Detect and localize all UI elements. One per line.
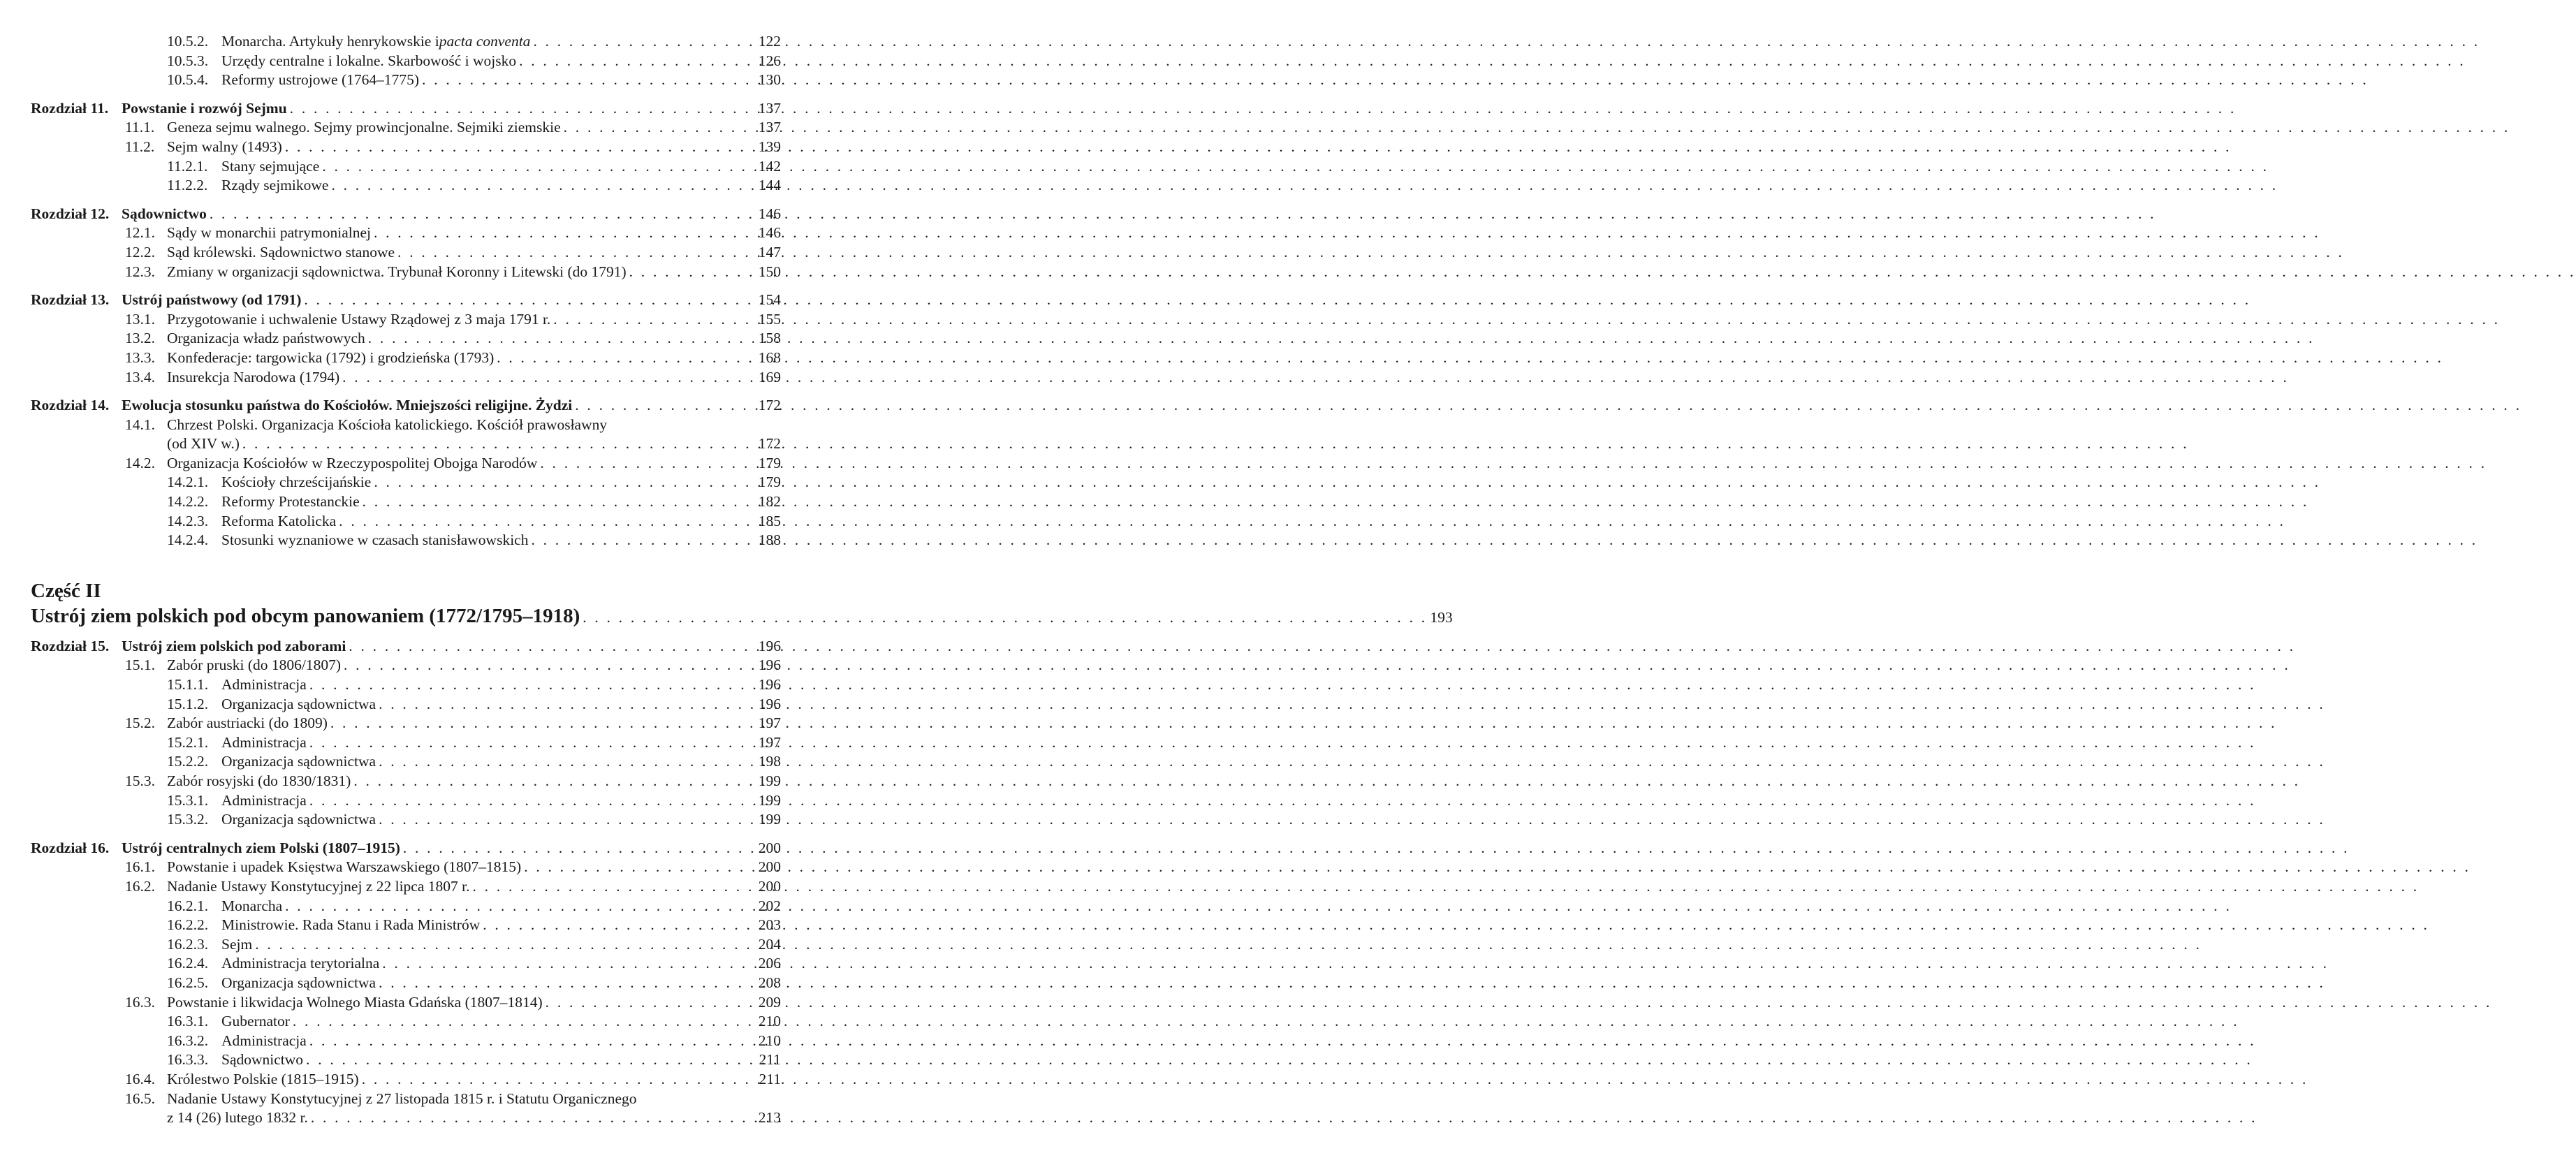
page-number: 122 (758, 33, 781, 50)
entry-number: 14.2.1. (167, 474, 209, 491)
leader-dots (282, 138, 753, 157)
page-number: 188 (758, 531, 781, 549)
entry-title: Organizacja sądownictwa (221, 974, 376, 991)
entry-number: 16.2.5. (167, 974, 209, 991)
page-number: 130 (758, 71, 781, 89)
entry-title: Powstanie i upadek Księstwa Warszawskiego (1807–1815) (167, 858, 522, 876)
entry-title: Ustrój ziem polskich pod zaborami (122, 637, 346, 654)
entry-number: 16.3.3. (167, 1051, 209, 1069)
entry-number: Rozdział 14. (31, 397, 110, 414)
toc-entry[interactable] (31, 1090, 781, 1109)
entry-title: Organizacja sądownictwa (221, 811, 376, 828)
part-heading: Część II (31, 579, 101, 602)
leader-dots (400, 839, 753, 858)
entry-number: 13.2. (125, 330, 155, 347)
entry-number: 16.1. (125, 858, 155, 876)
entry-title: Konfederacje: targowicka (1792) i grodzieńska (1793) (167, 349, 495, 366)
entry-title: (od XIV w.) (167, 435, 240, 453)
leader-dots (379, 954, 753, 974)
entry-title: Administracja terytorialna (221, 955, 380, 972)
entry-title: Urzędy centralne i lokalne. Skarbowość i wojsko (221, 52, 517, 69)
entry-number: Rozdział 11. (31, 99, 109, 117)
entry-number: 11.2. (125, 138, 155, 155)
leader-dots (376, 695, 753, 714)
leader-dots (308, 1108, 753, 1128)
leader-dots (336, 512, 753, 531)
page-number: 193 (1430, 608, 1453, 626)
leader-dots (365, 329, 753, 349)
page-number: 213 (758, 1109, 781, 1127)
page-number: 196 (758, 695, 781, 712)
entry-title: Zabór rosyjski (do 1830/1831) (167, 772, 351, 789)
page-number: 197 (758, 733, 781, 751)
toc-entry[interactable] (31, 416, 781, 435)
leader-dots (346, 637, 753, 657)
part-title: Ustrój ziem polskich pod obcym panowaniem (1772/1795–1918) (31, 604, 580, 627)
entry-title: Ustrój centralnych ziem Polski (1807–1915) (122, 839, 400, 856)
leader-dots (290, 1012, 753, 1032)
leader-dots (307, 675, 753, 695)
toc-entry[interactable] (31, 492, 781, 512)
entry-number: 16.3. (125, 993, 155, 1011)
entry-number: 12.2. (125, 243, 155, 261)
toc-entry[interactable] (31, 858, 781, 877)
toc-entry[interactable] (31, 223, 781, 243)
toc-entry[interactable] (31, 897, 781, 916)
leader-dots (470, 877, 754, 897)
entry-number: 14.2.3. (167, 512, 209, 529)
entry-title: Nadanie Ustawy Konstytucyjnej z 27 listopada 1815 r. i Statutu Organicznego (167, 1090, 637, 1107)
leader-dots (307, 1032, 753, 1051)
toc-entry[interactable] (31, 974, 781, 993)
leader-dots (494, 349, 753, 368)
page-number: 169 (758, 368, 781, 386)
toc-entry[interactable] (31, 157, 781, 177)
toc-entry[interactable] (31, 368, 781, 388)
entry-number: 16.2.4. (167, 955, 209, 972)
page-number: 172 (758, 397, 781, 414)
entry-title: Przygotowanie i uchwalenie Ustawy Rządowej z 3 maja 1791 r. (167, 310, 551, 328)
page-number: 200 (758, 858, 781, 876)
page-number: 197 (758, 714, 781, 732)
leader-dots (359, 1070, 753, 1090)
leader-dots (287, 99, 753, 119)
entry-title: Nadanie Ustawy Konstytucyjnej z 22 lipca 1807 r. (167, 877, 470, 895)
page-number: 150 (758, 263, 781, 280)
entry-title: Kościoły chrześcijańskie (221, 474, 372, 491)
leader-dots (376, 974, 753, 993)
toc-entry[interactable] (31, 1108, 781, 1128)
entry-title: Ustrój państwowy (od 1791) (122, 291, 302, 309)
entry-title: Rządy sejmikowe (221, 177, 329, 194)
page-number: 146 (758, 224, 781, 242)
table-of-contents (31, 32, 1453, 1128)
page-number: 210 (758, 1013, 781, 1030)
entry-number: 15.2.2. (167, 753, 209, 770)
entry-number: 14.2.4. (167, 531, 209, 549)
leader-dots (341, 656, 753, 675)
entry-number: 10.5.4. (167, 71, 209, 89)
entry-title: Reformy Protestanckie (221, 493, 360, 511)
toc-entry[interactable] (31, 637, 781, 657)
entry-number: 15.2. (125, 714, 155, 732)
toc-entry[interactable] (31, 714, 781, 733)
entry-number: 15.3.1. (167, 791, 209, 809)
entry-title: Organizacja sądownictwa (221, 695, 376, 712)
page-number: 179 (758, 474, 781, 491)
toc-chapter-11 (31, 99, 781, 196)
page-number: 204 (758, 935, 781, 953)
entry-number: 16.2. (125, 877, 155, 895)
entry-title: Stosunki wyznaniowe w czasach stanisławowskich (221, 531, 529, 549)
leader-dots (419, 71, 753, 90)
toc-entry[interactable] (31, 1012, 781, 1032)
entry-number: 13.3. (125, 349, 155, 366)
entry-title: Sądownictwo (122, 205, 207, 222)
entry-title: Administracja (221, 1032, 307, 1049)
entry-number: Rozdział 16. (31, 839, 110, 856)
leader-dots (376, 752, 753, 772)
entry-title: Organizacja Kościołów w Rzeczypospolitej Obojga Narodów (167, 454, 538, 471)
toc-entry[interactable] (31, 32, 781, 52)
entry-number: 13.1. (125, 310, 155, 328)
page-number: 168 (758, 349, 781, 366)
entry-number: 12.1. (125, 224, 155, 242)
toc-chapter-15 (31, 637, 781, 830)
leader-dots (580, 605, 1430, 630)
entry-title: Monarcha. Artykuły henrykowskie i (221, 33, 439, 50)
entry-title: Organizacja władz państwowych (167, 330, 365, 347)
leader-dots (307, 733, 753, 753)
entry-number: 14.1. (125, 416, 155, 433)
toc-entry[interactable] (31, 512, 781, 531)
leader-dots (319, 157, 753, 177)
entry-number: 11.1. (125, 119, 155, 136)
page-number: 144 (758, 177, 781, 194)
toc-entry[interactable] (31, 349, 781, 368)
toc-entry[interactable] (31, 531, 781, 550)
entry-number: 15.1.1. (167, 676, 209, 694)
leader-dots (360, 492, 753, 512)
entry-number: 16.3.2. (167, 1032, 209, 1049)
toc-entry[interactable] (31, 839, 781, 858)
page-number: 198 (758, 753, 781, 770)
page-number: 210 (758, 1032, 781, 1049)
toc-entry[interactable] (31, 916, 781, 935)
page-number: 139 (758, 138, 781, 155)
leader-dots (480, 916, 753, 935)
page-number: 179 (758, 454, 781, 471)
entry-title: Reformy ustrojowe (1764–1775) (221, 71, 420, 89)
page-number: 126 (758, 52, 781, 69)
leader-dots (301, 291, 753, 310)
entry-number: 16.3.1. (167, 1013, 209, 1030)
leader-dots (528, 531, 753, 550)
page-number: 155 (758, 310, 781, 328)
page-number: 199 (758, 811, 781, 828)
toc-entry[interactable] (31, 396, 781, 416)
entry-title: Administracja (221, 791, 307, 809)
entry-number: 15.2.1. (167, 733, 209, 751)
toc-entry[interactable] (31, 138, 781, 157)
page-number: 211 (759, 1070, 781, 1087)
leader-dots (307, 791, 753, 811)
page-number: 208 (758, 974, 781, 991)
toc-entry[interactable] (31, 1032, 781, 1051)
entry-title: Administracja (221, 733, 307, 751)
page-number: 158 (758, 330, 781, 347)
entry-title: Zabór pruski (do 1806/1807) (167, 657, 342, 674)
toc-entry[interactable] (31, 263, 781, 282)
page-number: 203 (758, 916, 781, 934)
leader-dots (627, 263, 753, 282)
entry-title: Zabór austriacki (do 1809) (167, 714, 328, 732)
toc-entry[interactable] (31, 52, 781, 71)
page-number: 211 (759, 1051, 781, 1069)
page-number: 199 (758, 772, 781, 789)
toc-entry[interactable] (31, 695, 781, 714)
entry-number: 16.2.2. (167, 916, 209, 934)
toc-chapter-12 (31, 205, 781, 281)
toc-entry[interactable] (31, 176, 781, 196)
entry-title: Powstanie i rozwój Sejmu (122, 99, 287, 117)
entry-number: 16.2.3. (167, 935, 209, 953)
page-number: 196 (758, 676, 781, 694)
entry-number: 10.5.2. (167, 33, 209, 50)
entry-title: Geneza sejmu walnego. Sejmy prowincjonalne. Sejmiki ziemskie (167, 119, 561, 136)
entry-number: 15.1.2. (167, 695, 209, 712)
toc-entry[interactable] (31, 733, 781, 753)
leader-dots (282, 897, 753, 916)
toc-chapter-14 (31, 396, 781, 550)
toc-chapter-13 (31, 291, 781, 387)
leader-dots (328, 714, 753, 733)
leader-dots (371, 473, 753, 492)
leader-dots (395, 243, 753, 263)
toc-entry[interactable] (31, 99, 781, 119)
page-number: 199 (758, 791, 781, 809)
entry-title: Stany sejmujące (221, 157, 320, 175)
toc-entry[interactable] (31, 71, 781, 90)
entry-title: Sejm walny (1493) (167, 138, 282, 155)
part-title-row[interactable] (31, 603, 1453, 630)
entry-number: 16.5. (125, 1090, 155, 1107)
toc-entry[interactable] (31, 454, 781, 474)
toc-entry[interactable] (31, 205, 781, 224)
toc-section-10-5 (31, 32, 781, 90)
toc-entry[interactable] (31, 656, 781, 675)
leader-dots (371, 223, 753, 243)
leader-dots (303, 1050, 753, 1070)
entry-title: Sądy w monarchii patrymonialnej (167, 224, 371, 242)
toc-entry[interactable] (31, 434, 781, 454)
page-number: 185 (758, 512, 781, 529)
entry-title: Zmiany w organizacji sądownictwa. Trybunał Koronny i Litewski (do 1791) (167, 263, 627, 280)
entry-title: Monarcha (221, 897, 283, 914)
entry-title: Sejm (221, 935, 253, 953)
leader-dots (537, 454, 753, 474)
toc-entry[interactable] (31, 935, 781, 955)
entry-title-italic: pacta conventa (439, 33, 531, 50)
toc-entry[interactable] (31, 810, 781, 830)
page-number: 202 (758, 897, 781, 914)
toc-entry[interactable] (31, 329, 781, 349)
leader-dots (339, 368, 753, 388)
page-number: 209 (758, 993, 781, 1011)
page-number: 147 (758, 243, 781, 261)
leader-dots (328, 176, 753, 196)
entry-title: Sąd królewski. Sądownictwo stanowe (167, 243, 395, 261)
entry-title: Gubernator (221, 1013, 290, 1030)
page-number: 200 (758, 877, 781, 895)
entry-number: 16.4. (125, 1070, 155, 1087)
toc-entry[interactable] (31, 993, 781, 1013)
entry-title: Powstanie i likwidacja Wolnego Miasta Gdańska (1807–1814) (167, 993, 543, 1011)
toc-entry[interactable] (31, 675, 781, 695)
entry-title: Sądownictwo (221, 1051, 304, 1069)
part-heading-block (31, 578, 1453, 630)
page-number: 200 (758, 839, 781, 856)
toc-chapter-16 (31, 839, 781, 1128)
entry-number: 14.2. (125, 454, 155, 471)
entry-title: Administracja (221, 676, 307, 694)
entry-title: Ministrowie. Rada Stanu i Rada Ministrów (221, 916, 481, 934)
entry-title: Insurekcja Narodowa (1794) (167, 368, 340, 386)
entry-number: Rozdział 13. (31, 291, 110, 309)
leader-dots (543, 993, 753, 1013)
entry-number: 15.3. (125, 772, 155, 789)
page-number: 154 (758, 291, 781, 309)
entry-title: Reforma Katolicka (221, 512, 337, 529)
leader-dots (351, 772, 753, 791)
leader-dots (240, 434, 753, 454)
entry-title: Królestwo Polskie (1815–1915) (167, 1070, 359, 1087)
toc-entry[interactable] (31, 118, 781, 138)
toc-entry[interactable] (31, 877, 781, 897)
entry-title: z 14 (26) lutego 1832 r. (167, 1109, 308, 1127)
page-number: 206 (758, 955, 781, 972)
toc-entry[interactable] (31, 752, 781, 772)
page-number: 142 (758, 157, 781, 175)
entry-title: Chrzest Polski. Organizacja Kościoła katolickiego. Kościół prawosławny (167, 416, 608, 433)
entry-number: 11.2.2. (167, 177, 208, 194)
leader-dots (530, 32, 753, 52)
page-number: 146 (758, 205, 781, 222)
leader-dots (521, 858, 753, 877)
entry-number: 12.3. (125, 263, 155, 280)
leader-dots (207, 205, 753, 224)
page-number: 182 (758, 493, 781, 511)
entry-title: Organizacja sądownictwa (221, 753, 376, 770)
entry-number: 15.1. (125, 657, 155, 674)
leader-dots (516, 52, 753, 71)
entry-number: 16.2.1. (167, 897, 209, 914)
toc-entry[interactable] (31, 291, 781, 310)
toc-entry[interactable] (31, 243, 781, 263)
page-number: 137 (758, 99, 781, 117)
toc-entry[interactable] (31, 954, 781, 974)
toc-entry[interactable] (31, 791, 781, 811)
page-number: 196 (758, 657, 781, 674)
entry-number: Rozdział 12. (31, 205, 110, 222)
entry-title: Ewolucja stosunku państwa do Kościołów. Mniejszości religijne. Żydzi (122, 397, 573, 414)
page-number: 137 (758, 119, 781, 136)
toc-entry[interactable] (31, 1070, 781, 1090)
leader-dots (252, 935, 753, 955)
entry-number: 14.2.2. (167, 493, 209, 511)
leader-dots (561, 118, 753, 138)
page-number: 172 (758, 435, 781, 453)
toc-entry[interactable] (31, 772, 781, 791)
leader-dots (572, 396, 753, 416)
entry-number: 10.5.3. (167, 52, 209, 69)
page-number: 196 (758, 637, 781, 654)
toc-entry[interactable] (31, 310, 781, 330)
entry-number: 15.3.2. (167, 811, 209, 828)
toc-entry[interactable] (31, 1050, 781, 1070)
entry-number: 11.2.1. (167, 157, 208, 175)
entry-number: Rozdział 15. (31, 637, 110, 654)
entry-number: 13.4. (125, 368, 155, 386)
leader-dots (550, 310, 753, 330)
leader-dots (376, 810, 753, 830)
toc-entry[interactable] (31, 473, 781, 492)
